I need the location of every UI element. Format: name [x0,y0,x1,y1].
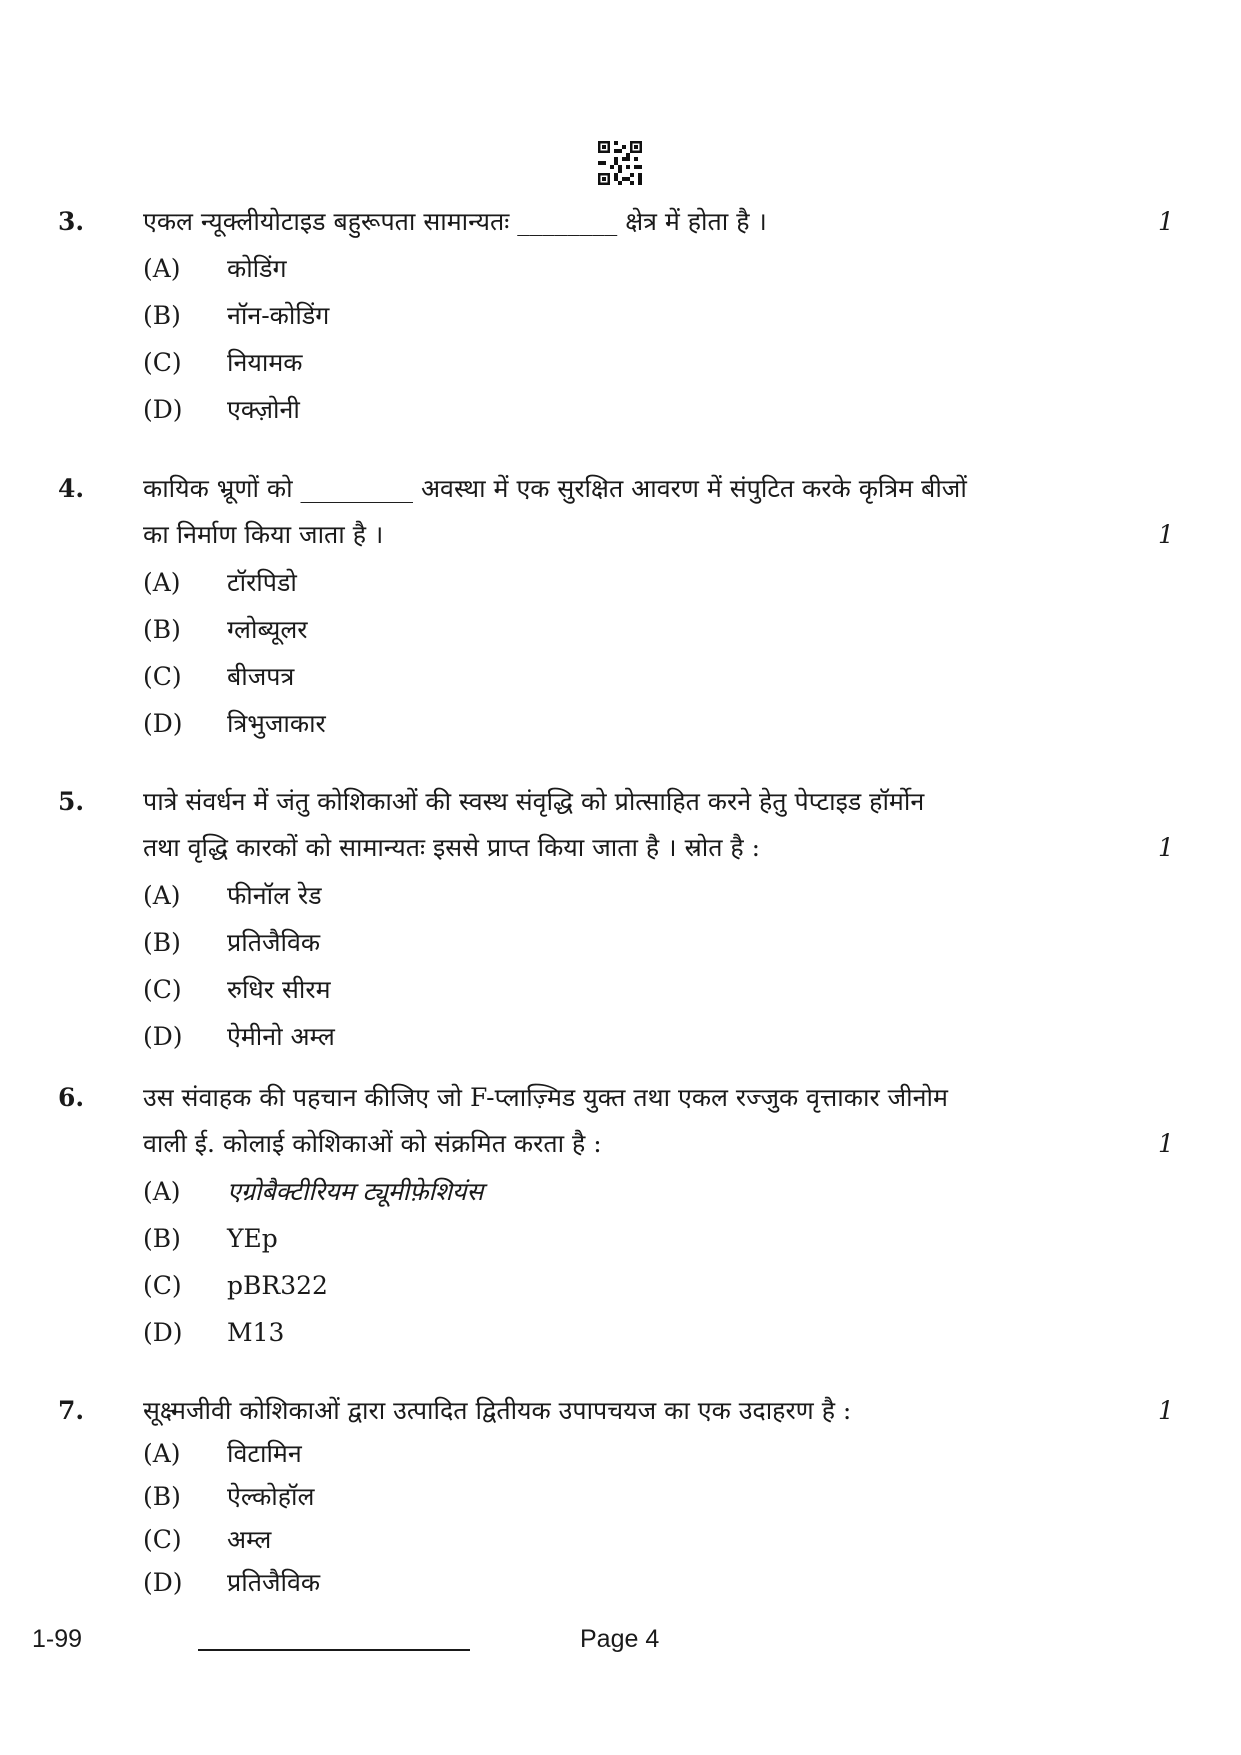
option-text: M13 [227,1318,285,1347]
option-text: टॉरपिडो [227,568,297,597]
option-label: (C) [143,1271,182,1300]
footer-rule [198,1649,470,1651]
option-c [143,973,331,1007]
option-text: त्रिभुजाकार [227,709,326,738]
question-line: वाली ई. कोलाई कोशिकाओं को संक्रमित करता है : [143,1129,602,1158]
marks: 1 [1158,1129,1174,1158]
option-c [143,1269,328,1303]
question-number: 6. [58,1083,85,1112]
option-label: (D) [143,1568,183,1597]
option-text: फीनॉल रेड [227,881,322,910]
question-text [143,199,1118,245]
option-b [143,299,329,333]
page-footer [0,1625,1241,1665]
option-a [143,252,287,286]
marks: 1 [1158,833,1174,862]
option-label: (D) [143,709,183,738]
option-c [143,1523,271,1557]
question-line: पात्रे संवर्धन में जंतु कोशिकाओं की स्वस्थ संवृद्धि को प्रोत्साहित करने हेतु पेप्टाइड हॉर्मोन [143,787,925,816]
option-label: (A) [143,254,181,283]
question-text [143,779,1118,871]
option-text: ग्लोब्यूलर [227,615,308,644]
option-text: कोडिंग [227,254,287,283]
option-label: (A) [143,1177,181,1206]
question-number: 7. [58,1396,85,1425]
option-text: YEp [227,1224,278,1253]
option-label: (B) [143,928,181,957]
option-a [143,879,322,913]
option-b [143,1480,314,1514]
question-number: 4. [58,474,85,503]
option-label: (D) [143,1318,183,1347]
question-text [143,1388,1118,1434]
question-line: का निर्माण किया जाता है । [143,520,384,549]
question-line: सूक्ष्मजीवी कोशिकाओं द्वारा उत्पादित द्वितीयक उपापचयज का एक उदाहरण है : [143,1396,852,1425]
question-number: 3. [58,207,85,236]
option-text: रुधिर सीरम [227,975,331,1004]
option-b [143,613,308,647]
question-line: तथा वृद्धि कारकों को सामान्यतः इससे प्राप्त किया जाता है । स्रोत है : [143,833,761,862]
option-text: ऐमीनो अम्ल [227,1022,335,1051]
option-label: (C) [143,1525,182,1554]
option-text: बीजपत्र [227,662,295,691]
option-label: (C) [143,975,182,1004]
question-text [143,1075,1118,1167]
page-number: Page 4 [580,1625,660,1653]
option-a [143,566,297,600]
option-a [143,1175,483,1209]
marks: 1 [1158,1396,1174,1425]
option-d [143,1566,320,1600]
option-label: (B) [143,1224,181,1253]
option-text: प्रतिजैविक [227,928,321,957]
option-d [143,393,300,427]
option-text: नियामक [227,348,303,377]
option-label: (A) [143,568,181,597]
option-d [143,707,326,741]
option-b [143,926,320,960]
option-c [143,346,302,380]
option-d [143,1316,284,1350]
option-text: नॉन-कोडिंग [227,301,330,330]
option-text: ऐल्कोहॉल [227,1482,315,1511]
option-label: (B) [143,301,181,330]
option-label: (D) [143,1022,183,1051]
option-text: pBR322 [227,1271,328,1300]
option-label: (B) [143,1482,181,1511]
option-label: (C) [143,662,182,691]
marks: 1 [1158,207,1174,236]
qr-code [598,141,642,185]
option-text: एक्ज़ोनी [227,395,300,424]
option-text: विटामिन [227,1439,302,1468]
option-d [143,1020,335,1054]
question-line: एकल न्यूक्लीयोटाइड बहुरूपता सामान्यतः ________ क्षेत्र में होता है । [143,207,767,236]
option-label: (B) [143,615,181,644]
option-label: (A) [143,1439,181,1468]
option-b [143,1222,278,1256]
question-number: 5. [58,787,85,816]
option-label: (A) [143,881,181,910]
question-line: उस संवाहक की पहचान कीजिए जो F-प्लाज़्मिड युक्त तथा एकल रज्जुक वृत्ताकार जीनोम [143,1083,948,1112]
question-line: कायिक भ्रूणों को _________ अवस्था में एक सुरक्षित आवरण में संपुटित करके कृत्रिम बीजों [143,474,967,503]
option-label: (C) [143,348,182,377]
marks: 1 [1158,520,1174,549]
option-text: प्रतिजैविक [227,1568,321,1597]
option-a [143,1437,302,1471]
option-text: अम्ल [227,1525,272,1554]
question-text [143,466,1118,558]
option-label: (D) [143,395,183,424]
option-text: एग्रोबैक्टीरियम ट्यूमीफ़ेशियंस [227,1177,484,1206]
paper-code: 1-99 [32,1625,83,1653]
option-c [143,660,294,694]
